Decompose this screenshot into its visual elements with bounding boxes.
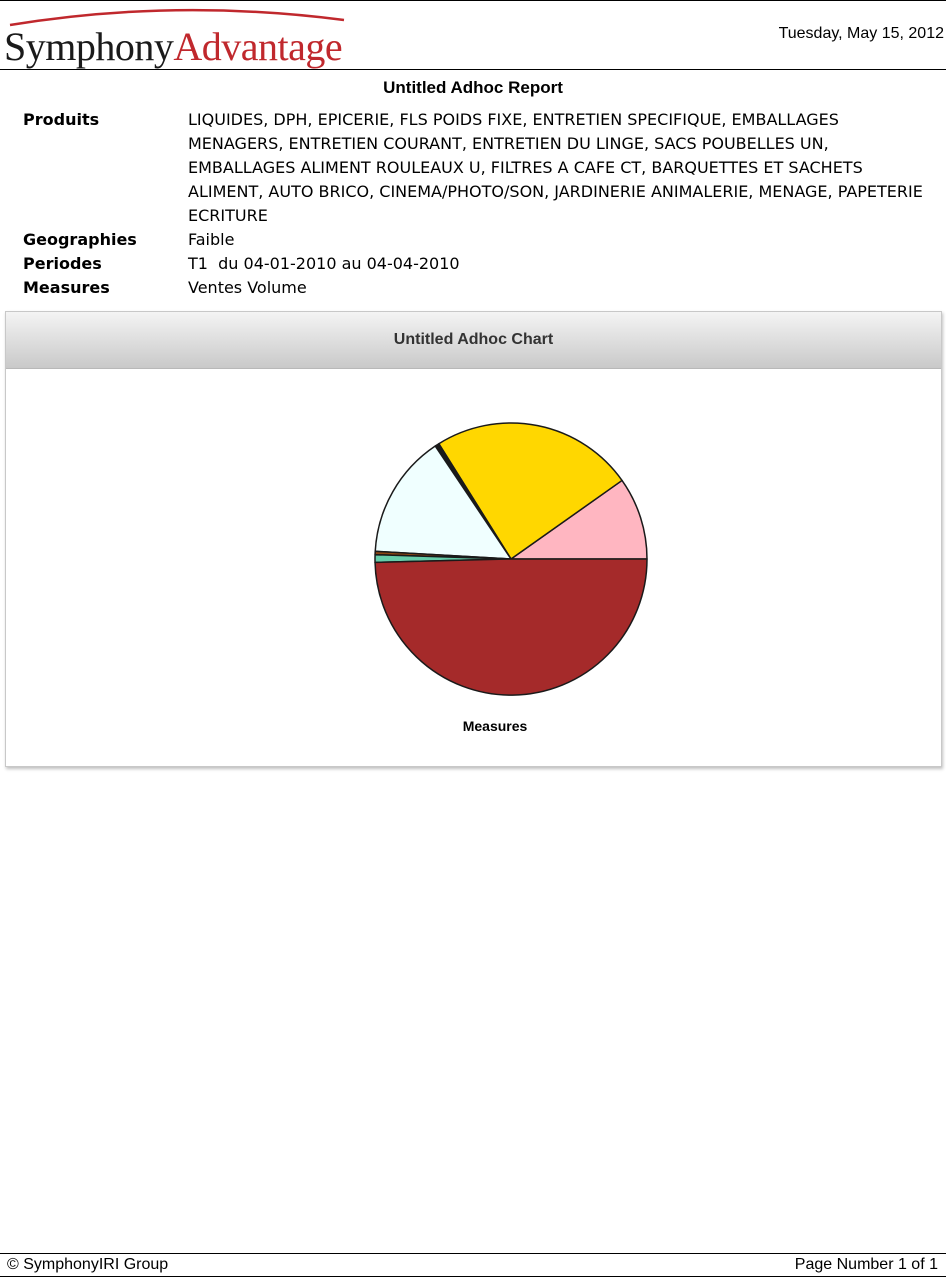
filter-row-measures (23, 276, 923, 300)
filter-label: Geographies (23, 230, 137, 249)
report-filters (23, 108, 923, 300)
chart-header (6, 312, 941, 369)
pie-chart (6, 369, 941, 765)
filter-row-produits (23, 108, 923, 228)
top-rule (0, 0, 946, 1)
report-date: Tuesday, May 15, 2012 (778, 25, 944, 42)
filter-label: Produits (23, 110, 100, 129)
logo-text (4, 26, 342, 68)
header-divider (0, 69, 946, 70)
filter-value: Faible (188, 230, 235, 249)
chart-panel (5, 311, 942, 767)
filter-value: T1 du 04-01-2010 au 04-04-2010 (188, 254, 460, 273)
filter-row-periodes (23, 252, 923, 276)
filter-label: Periodes (23, 254, 102, 273)
filter-row-geographies (23, 228, 923, 252)
logo-text-advantage: Advantage (173, 24, 343, 69)
pie-slices (375, 423, 647, 695)
chart-title: Untitled Adhoc Chart (393, 331, 554, 348)
footer-bottom-rule (0, 1276, 946, 1277)
report-title: Untitled Adhoc Report (383, 78, 563, 97)
pie-slice-6[interactable] (375, 559, 647, 695)
filter-label: Measures (23, 278, 110, 297)
footer-copyright: © SymphonyIRI Group (7, 1256, 169, 1273)
chart-xlabel: Measures (462, 718, 528, 734)
filter-value: Ventes Volume (188, 278, 307, 297)
filter-value: LIQUIDES, DPH, EPICERIE, FLS POIDS FIXE, ENTRETIEN SPECIFIQUE, EMBALLAGES MENAGERS, ENTRETIEN COURANT, ENTRETIEN DU LINGE, SACS POUBELLES UN, EMBALLAGES ALIMENT ROULEAUX U, FILTRES A CAFE CT, BARQUETTES ET SACHETS ALIMENT, AUTO BRICO, CINEMA/PHOTO/SON, JARDINERIE ANIMALERIE, MENAGE, PAPETERIE ECRITURE (188, 110, 923, 225)
footer-divider (0, 1253, 946, 1254)
logo-text-symphony: Symphony (4, 24, 174, 69)
symphony-advantage-logo (4, 4, 349, 69)
footer-page-number: Page Number 1 of 1 (794, 1256, 938, 1273)
